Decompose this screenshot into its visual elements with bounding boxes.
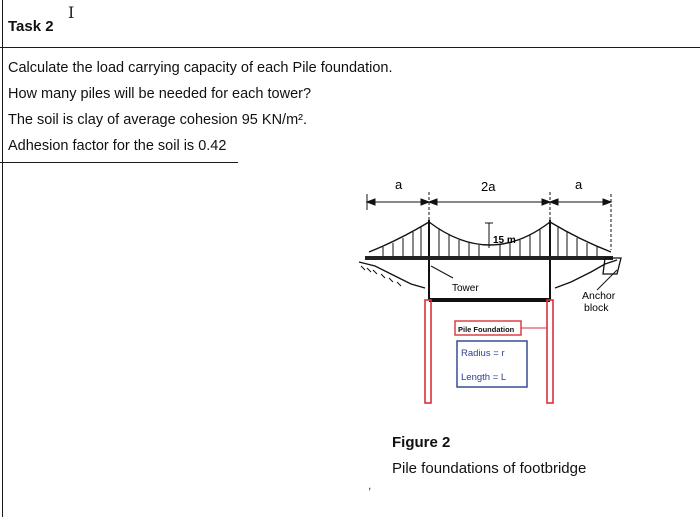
figure-label: Figure 2 [392, 434, 451, 451]
question-4: Adhesion factor for the soil is 0.42 [8, 138, 227, 154]
dim-left-label: a [395, 177, 403, 192]
figure-caption: Pile foundations of footbridge [392, 460, 587, 477]
left-rule [2, 0, 3, 517]
pile-right [547, 300, 553, 403]
dim-right-label: a [575, 177, 583, 192]
question-3: The soil is clay of average cohesion 95 KN/m². [8, 112, 307, 128]
text-cursor-icon: I [68, 3, 75, 22]
hangers [383, 227, 597, 256]
radius-label: Radius = r [461, 348, 505, 359]
anchor-label-line2: block [584, 302, 609, 314]
question-rule [0, 162, 238, 163]
anchor-block [603, 258, 621, 274]
left-embankment [359, 262, 425, 288]
bridge-deck [365, 256, 613, 260]
scan-mark: , [368, 478, 372, 492]
main-cable [369, 222, 611, 252]
top-rule [0, 47, 700, 48]
task-title: Task 2 [8, 18, 54, 35]
pile-left [425, 300, 431, 403]
dim-middle-label: 2a [481, 179, 496, 194]
pile-label: Pile Foundation [458, 325, 515, 334]
question-1: Calculate the load carrying capacity of each Pile foundation. [8, 60, 393, 76]
length-label: Length = L [461, 372, 507, 383]
tower-label: Tower [452, 283, 479, 294]
sag-label: 15 m [493, 235, 516, 246]
pier-cap [429, 298, 550, 302]
anchor-label-line1: Anchor [582, 290, 616, 302]
question-2: How many piles will be needed for each tower? [8, 86, 312, 102]
footbridge-diagram [355, 170, 645, 405]
